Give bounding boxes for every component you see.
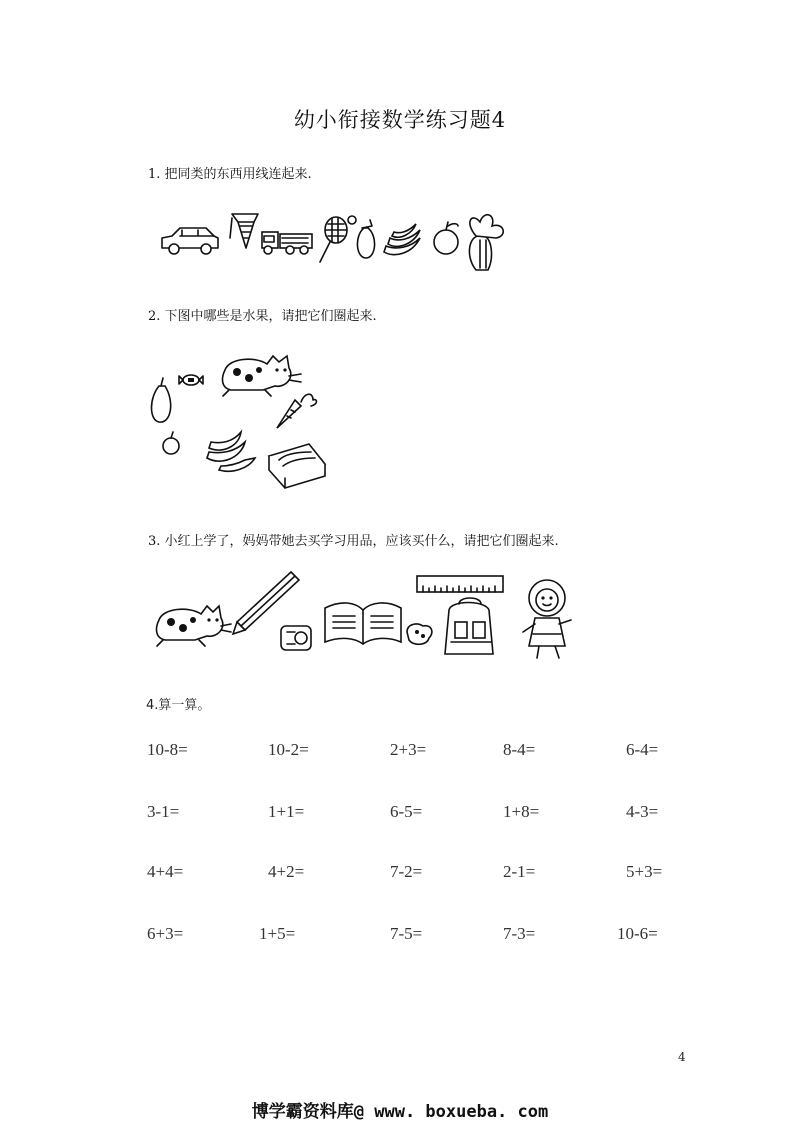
car-icon — [162, 228, 218, 254]
pencil-box-icon — [269, 444, 325, 488]
math-problem: 10-8= — [147, 740, 188, 759]
math-problem: 1+1= — [268, 802, 305, 821]
banana-icon — [207, 432, 255, 471]
cat-icon — [223, 356, 301, 396]
math-problem: 10-2= — [268, 740, 309, 759]
candy-icon — [179, 375, 203, 385]
math-problem: 8-4= — [503, 740, 536, 759]
question-4: 4.算一算。 — [146, 698, 211, 713]
question-2: 2. 下图中哪些是水果，请把它们圈起来. — [148, 309, 377, 324]
doll-icon — [523, 580, 571, 658]
pencil-icon — [233, 572, 299, 634]
math-problem: 2+3= — [390, 740, 427, 759]
banana-icon — [384, 224, 420, 255]
vegetable-icon — [469, 215, 503, 270]
question-3: 3. 小红上学了，妈妈带她去买学习用品，应该买什么，请把它们圈起来. — [148, 534, 559, 549]
ruler-icon — [417, 576, 503, 592]
math-problem: 4-3= — [626, 802, 659, 821]
math-problem: 4+2= — [268, 862, 305, 881]
footer-watermark: 博学霸资料库@ www. boxueba. com — [251, 1102, 549, 1122]
page-number: 4 — [678, 1050, 686, 1064]
math-problem: 7-5= — [390, 924, 423, 943]
ice-cream-icon — [230, 214, 258, 248]
math-problem: 7-3= — [503, 924, 536, 943]
math-problem: 5+3= — [626, 862, 663, 881]
book-icon — [325, 603, 401, 644]
math-problem: 6-5= — [390, 802, 423, 821]
q1-picture-row — [158, 208, 528, 278]
schoolbag-icon — [445, 598, 493, 654]
cat-icon — [157, 606, 231, 646]
math-problem: 7-2= — [390, 862, 423, 881]
math-problem: 6+3= — [147, 924, 184, 943]
truck-icon — [262, 232, 312, 254]
tennis-racket-icon — [320, 216, 356, 262]
question-1: 1. 把同类的东西用线连起来. — [148, 167, 312, 182]
sharpener-icon — [281, 626, 311, 650]
q3-picture-row — [155, 570, 585, 670]
math-problem: 3-1= — [147, 802, 180, 821]
math-problem: 10-6= — [617, 924, 658, 943]
apple-icon — [434, 222, 458, 254]
apple-icon — [163, 432, 179, 454]
pear-icon — [152, 378, 171, 422]
math-problem: 6-4= — [626, 740, 659, 759]
carrot-icon — [277, 394, 317, 428]
math-problem: 2-1= — [503, 862, 536, 881]
eggplant-icon — [357, 220, 374, 258]
math-problem: 1+8= — [503, 802, 540, 821]
q2-picture-cluster — [145, 348, 330, 493]
math-problem: 1+5= — [259, 924, 296, 943]
eraser-icon — [407, 624, 432, 644]
math-problem: 4+4= — [147, 862, 184, 881]
page-title: 幼小衔接数学练习题4 — [293, 108, 507, 132]
